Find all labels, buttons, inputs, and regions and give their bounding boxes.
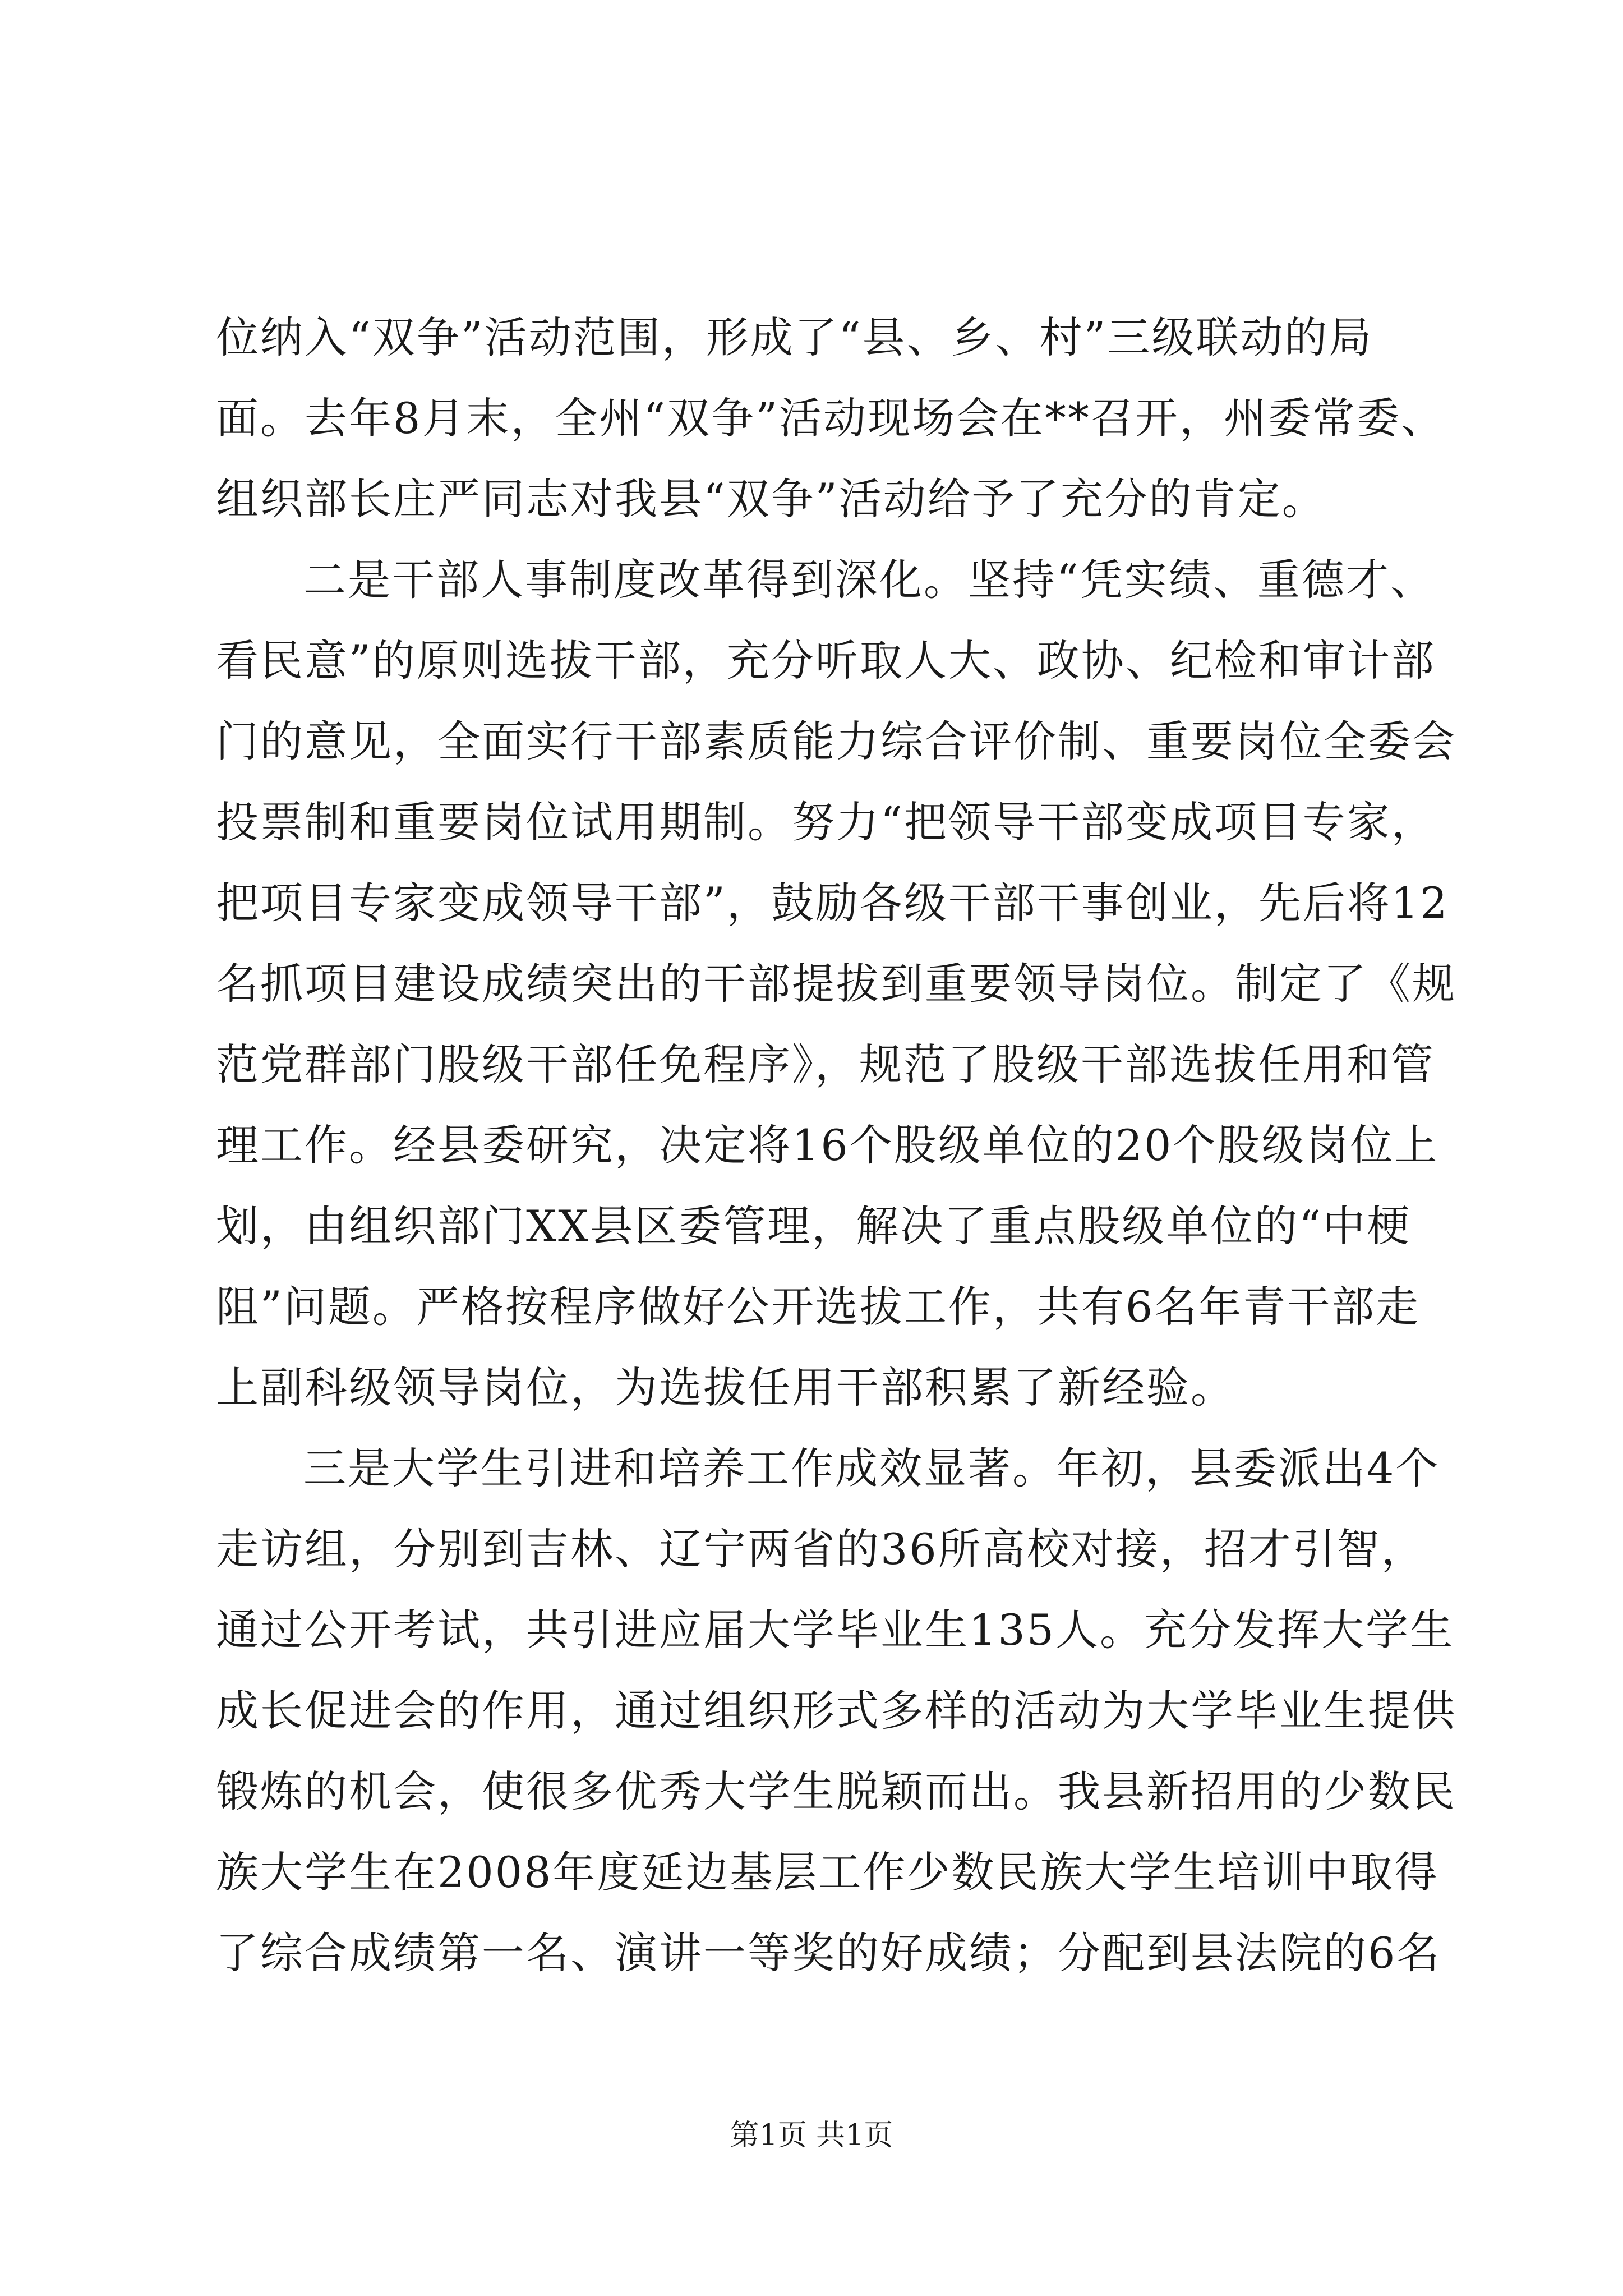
paragraph-2-line-4: 投票制和重要岗位试用期制。努力“把领导干部变成项目专家，: [216, 797, 1436, 847]
paragraph-3-line-4: 成长促进会的作用，通过组织形式多样的活动为大学毕业生提供: [216, 1686, 1456, 1736]
paragraph-3-line-5: 锻炼的机会，使很多优秀大学生脱颖而出。我县新招用的少数民: [216, 1766, 1456, 1816]
paragraph-2-line-2: 看民意”的原则选拔干部，充分听取人大、政协、纪检和审计部: [216, 636, 1436, 685]
paragraph-2-line-3: 门的意见，全面实行干部素质能力综合评价制、重要岗位全委会: [216, 716, 1456, 766]
paragraph-2-line-8: 理工作。经县委研究，决定将16个股级单位的20个股级岗位上: [216, 1120, 1439, 1170]
paragraph-3: [216, 1428, 1456, 1994]
paragraph-2-line-10: 阻”问题。严格按程序做好公开选拔工作，共有6名年青干部走: [216, 1282, 1421, 1332]
paragraph-3-line-6: 族大学生在2008年度延边基层工作少数民族大学生培训中取得: [216, 1847, 1439, 1897]
paragraph-1: [216, 297, 1446, 540]
paragraph-3-line-3: 通过公开考试，共引进应届大学毕业生135人。充分发挥大学生: [216, 1605, 1455, 1655]
paragraph-3-line-1: 三是大学生引进和培养工作成效显著。年初，县委派出4个: [303, 1443, 1440, 1493]
paragraph-2-line-1: 二是干部人事制度改革得到深化。坚持“凭实绩、重德才、: [303, 555, 1435, 605]
paragraph-2-line-5: 把项目专家变成领导干部”，鼓励各级干部干事创业，先后将12: [216, 878, 1449, 928]
paragraph-2-line-6: 名抓项目建设成绩突出的干部提拔到重要领导岗位。制定了《规: [216, 959, 1456, 1009]
paragraph-1-line-1: 位纳入“双争”活动范围，形成了“县、乡、村”三级联动的局: [216, 312, 1373, 362]
paragraph-2-line-7: 范党群部门股级干部任免程序》，规范了股级干部选拔任用和管: [216, 1039, 1435, 1089]
page-number-footer: 第1页 共1页: [730, 2119, 893, 2152]
paragraph-1-line-3: 组织部长庄严同志对我县“双争”活动给予了充分的肯定。: [216, 474, 1326, 524]
document-body: [216, 297, 1456, 1994]
paragraph-3-line-2: 走访组，分别到吉林、辽宁两省的36所高校对接，招才引智，: [216, 1524, 1426, 1574]
paragraph-3-line-7: 了综合成绩第一名、演讲一等奖的好成绩；分配到县法院的6名: [216, 1928, 1441, 1978]
paragraph-2-line-9: 划，由组织部门XX县区委管理，解决了重点股级单位的“中梗: [216, 1201, 1412, 1251]
paragraph-1-line-2: 面。去年8月末，全州“双争”活动现场会在**召开，州委常委、: [216, 393, 1446, 443]
paragraph-2: [216, 540, 1456, 1428]
paragraph-2-line-11: 上副科级领导岗位，为选拔任用干部积累了新经验。: [216, 1363, 1235, 1412]
